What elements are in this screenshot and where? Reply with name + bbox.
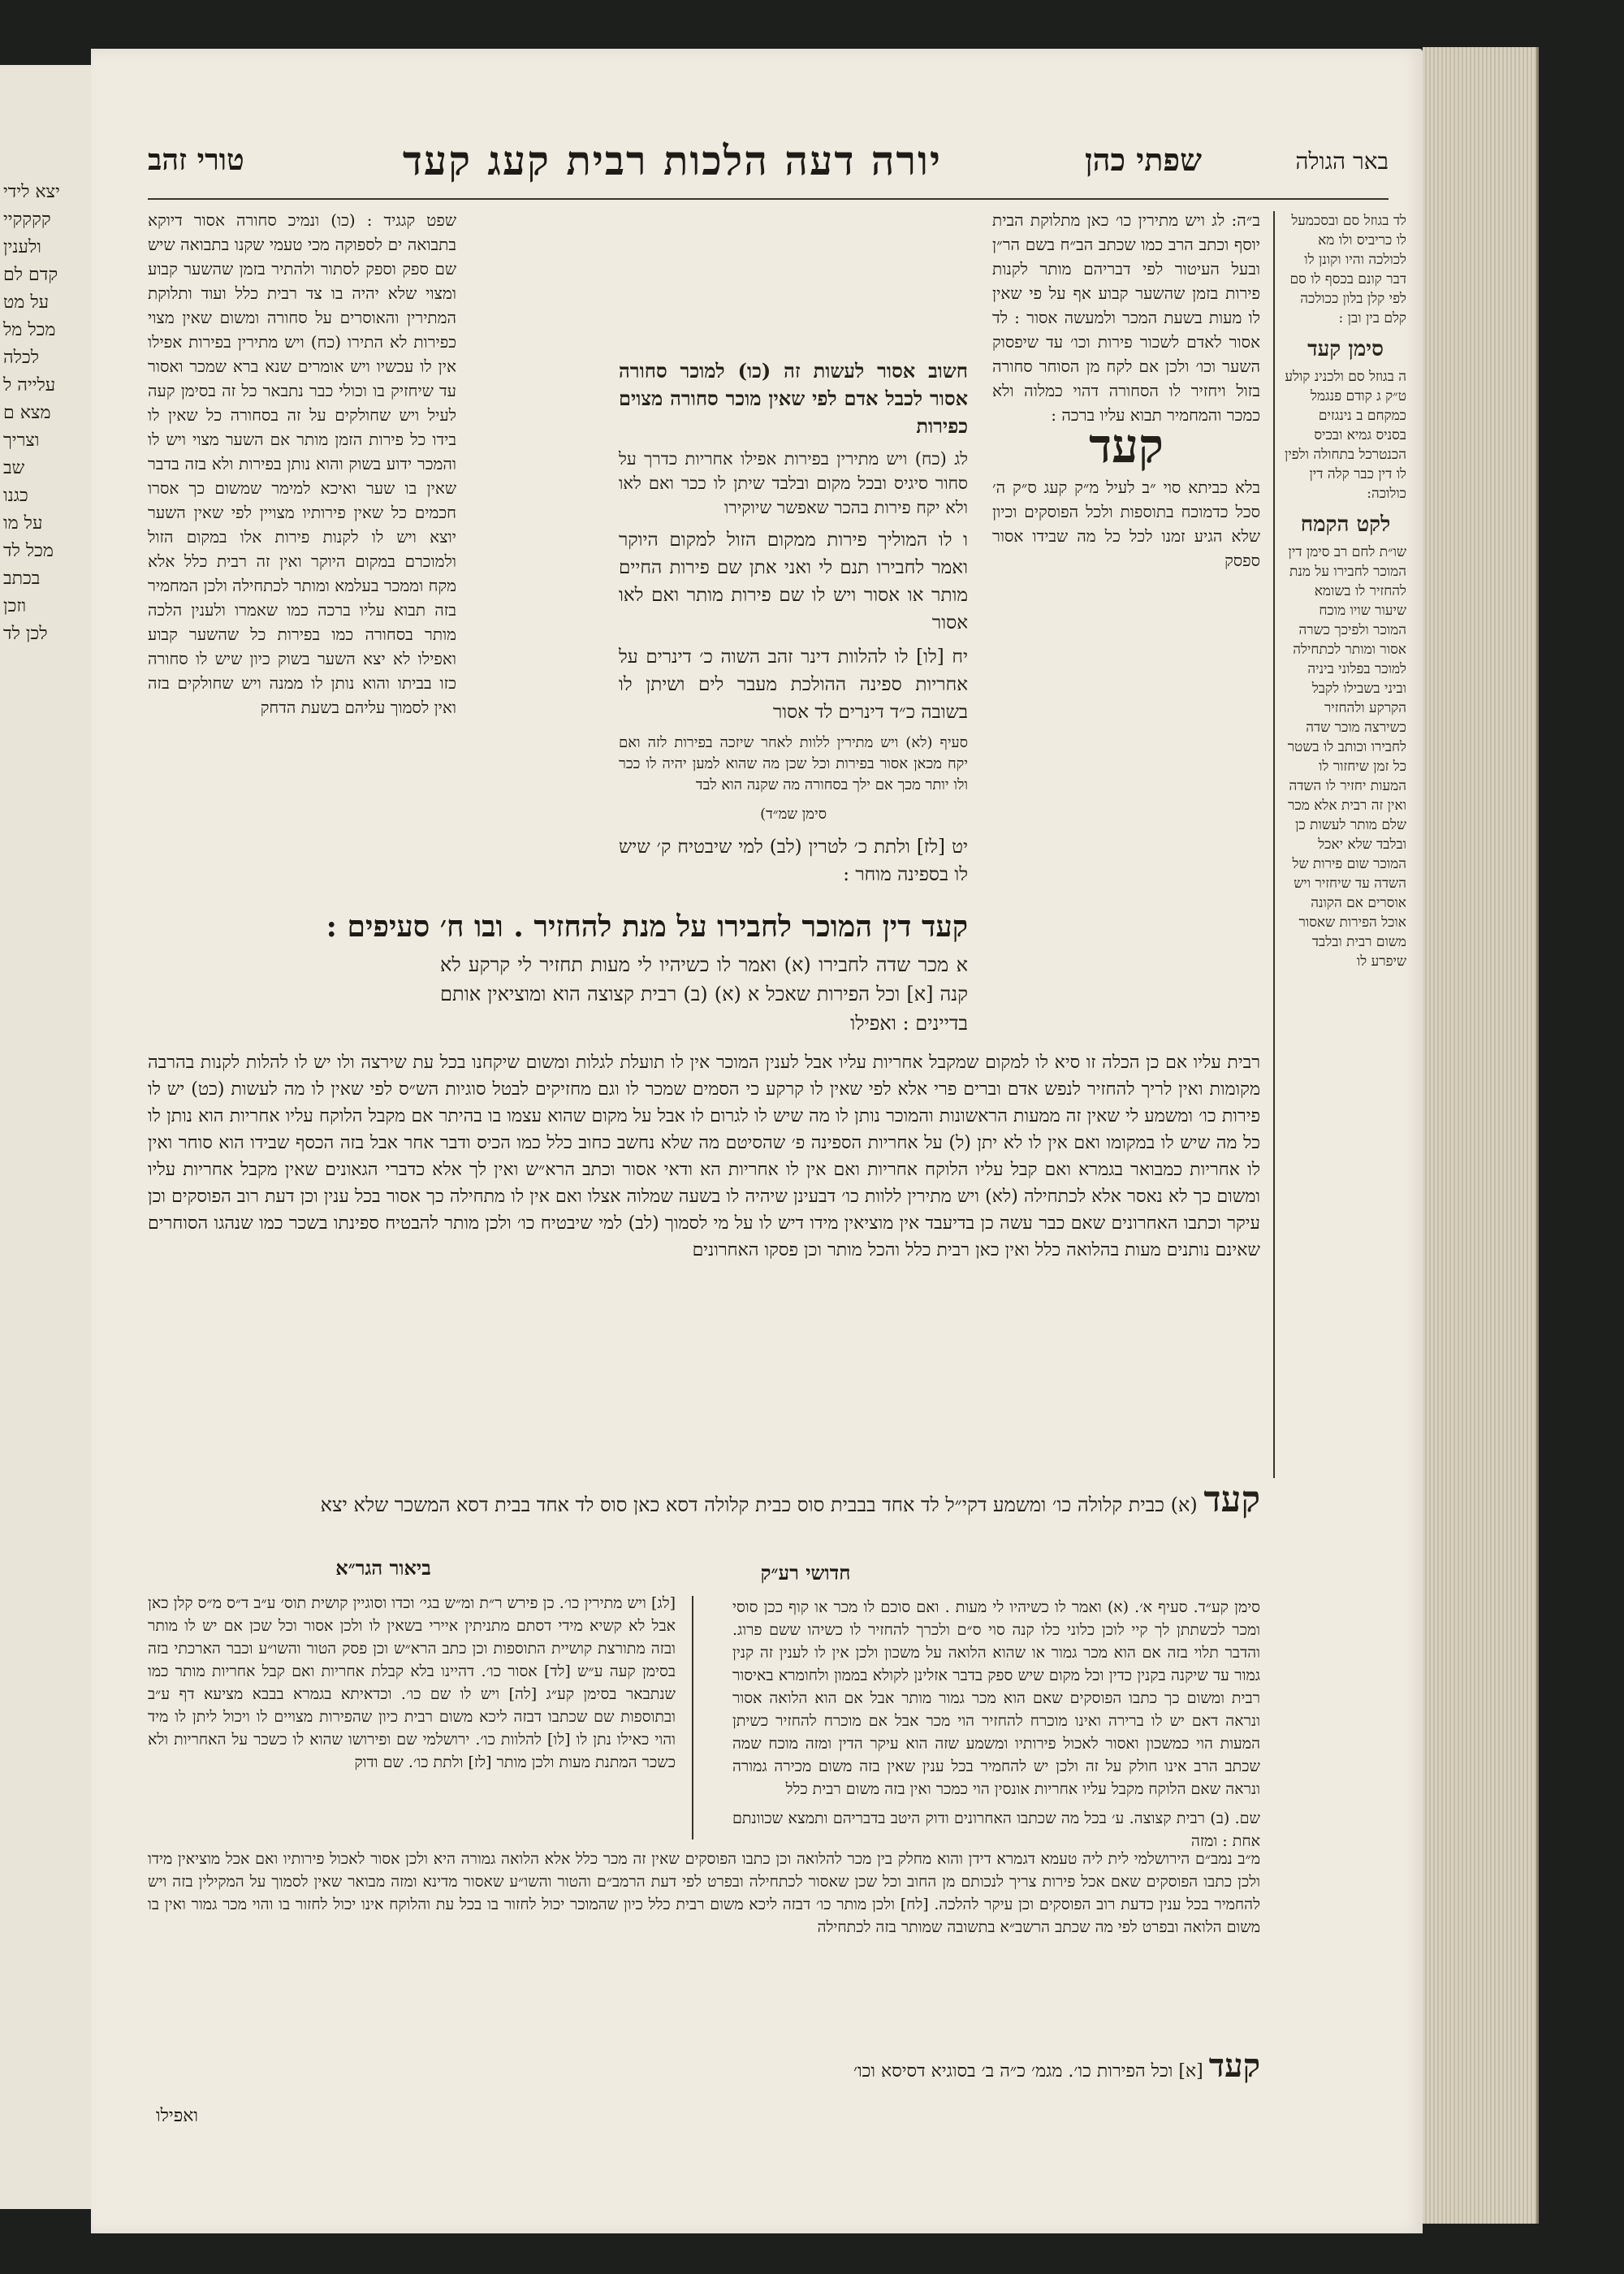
section-alef-text: א מכר שדה לחבירו (א) ואמר לו כשיהיו לי מעות תחזיר לי קרקע לא קנה [א] וכל הפירות שאכל א (א) (ב) רבית קצוצה הוא ומוציאין אותם בדיינים : ואפילו xyxy=(440,953,968,1035)
catchword: ואפילו xyxy=(156,2106,199,2126)
biur-hagra-title: ביאור הגר״א xyxy=(335,1556,431,1580)
leket-hakemach-label: לקט הקמח xyxy=(1300,512,1391,537)
shach-column xyxy=(992,208,1260,841)
shach-siman-heading: קעד xyxy=(1089,418,1164,473)
taz-text: שפט קגגיד : (כו) ונמיכ סחורה אסור דיוקא בתבואה ים לספוקה מכי טעמי שקנו בתבואה שיש שם ספק וספק לסתור ולהתיר בזמן שהשער קבוע ומצוי שלא יהיה בו צד רבית כלל ועוד ותלוקת המתירין והאוסרים על סחורה ומשום שאין מצוי כפירות לא התירו (כח) ויש מתירין בפירות אפילו אין לו עכשיו ויש אומרים שנא ברא שמכר ואסור עד שיחזיק בו וכולי כבר נתבאר כל זה בסימן קעה לעיל ויש שחולקים על זה בסחורה כל שאין לו בידו כל פירות הזמן מותר אם השער מצוי ויש לו והמכר ידוע בשוק והוא נותן בפירות ולא בזה בדבר שאין בו שער ואיכא למימר שמשום כך אסרו חכמים כל שאין פירותיו מצויין לפי שאין השער יוצא ויש לו לקנות פירות אלו במקום הזול ולמוכרם במקום היוקר ואין זה רבית כלל אלא מקח וממכר בעלמא ומותר לכתחילה ולכן המחמיר בזה תבוא עליו ברכה כמו שאמרו ולענין הלכה מותר בסחורה כמו בפירות כל שהשער קבוע ואפילו לא יצא השער בשוק כיון שיש לו סחורה כזו בביתו והוא נותן לו ממנה ויש שחולקים בזה ואין לסמוך עליהם בשעת הדחק xyxy=(148,210,456,717)
middle-yud-tet: יט [לז] ולתת כ׳ לטרין (לב) למי שיבטיח ק׳ שיש לו בספינה מוחר : xyxy=(619,837,968,885)
middle-small-text: סעיף (לא) ויש מתירין ללוות לאחר שיזכה בפירות לזה ואם יקח מכאן אסור בפירות וכל שכן מה שהוא למען יהיה לו ככר ולו יותר מכך אם ילך בסחורה מה שקנה הוא לבד xyxy=(619,734,968,793)
side-siman-label: סימן קעד xyxy=(1307,337,1384,361)
main-commentary xyxy=(148,1049,1260,1488)
middle-lag: לג (כח) ויש מתירין בפירות אפילו אחריות כדרך על סחור סיגיס ובכל מקום ובלבד שיתן לו ככר ואם לאו ולא יקח פירות בהכר שאפשר שיוקירו xyxy=(619,449,968,517)
middle-column xyxy=(619,357,968,885)
middle-yud-het: יח [לו] לו להלוות דינר זהב השוה כ׳ דינרים על אחריות ספינה ההולכת מעבר לים ושיתן לו בשובה כ״ד דינרים לד אסור xyxy=(619,646,968,723)
chidushei-rak-extra: שם. (ב) רבית קצוצה. ע׳ בכל מה שכתבו האחרונים ודוק היטב בדבריהם ותמצא שכוונתם אחת : ומזה xyxy=(732,1809,1260,1850)
bottom-kaf-line xyxy=(148,2047,1260,2102)
side-column-divider xyxy=(1273,211,1275,1478)
running-header xyxy=(148,136,1389,193)
shach-text: ב״ה: לג ויש מתירין כו׳ כאן מתלוקת הבית יוסף וכתב הרב כמו שכתב הב״ח בשם הר״ן ובעל העיטור לפי דבריהם מותר לקנות פירות בזמן שהשער קבוע אף על פי שאין לו מעות בשעת המכר ולמעשה אסור : לד אסור לאדם לשכור פירות וכו׳ עד שיפסוק השער וכו׳ ולכן אם לקח מן הסוחר סחורה בזול ויחזיר לו הסחורה דהוי כמלוה ולא כמכר והמחמיר תבוא עליו ברכה : xyxy=(992,210,1260,425)
section-title: קעד דין המוכר לחבירו על מנת להחזיר . ובו ח׳ סעיפים : xyxy=(326,910,968,944)
biur-hagra-column xyxy=(148,1592,676,1840)
middle-heading: חשוב אסור לעשות זה (כו) למוכר סחורה אסור לכבל אדם לפי שאין מוכר סחורה מצוים כפירות xyxy=(619,359,968,438)
biur-hagra-text: [לג] ויש מתירין כו׳. כן פירש ר״ת ומ״ש בגי׳ וכדו וסוגיין קושית תוס׳ ע״ב ד״ס מ״ס קלן כאן אבל לא קשיא מידי דסתם מתניתין איירי בשאין לו ולכן אסור וכל שכן אם יש לו מותר ובזה מתורצת קושיית התוספות וכן כתב הרא״ש וכן פסק הטור והשו״ע וכבר הארכתי בזה בסימן קעה ע״ש [לד] אסור כו׳. דהיינו בלא קבלת אחריות ואם קבל אחריות מותר כמו שנתבאר בסימן קע״ג [לה] ויש לו שם כו׳. וכדאיתא בגמרא בבבא מציעא דף ע״ב ובתוספות שם שכתבו דבזה ליכא משום רבית כיון שהפירות מצויים לו ויכול ליתן לו מיד והוי כאילו נתן לו [לו] להלוות כו׳. ירושלמי שם ופירושו שהוא לו כשכר על האחריות ולא כשכר המתנת מעות ולכן מותר [לז] ולתת כו׳. שם ודוק xyxy=(148,1594,676,1771)
kaf-label: קעד xyxy=(1203,1479,1260,1520)
shach-sub-text: בלא כביתא סוי ״ב לעיל מ״ק קעג ס״ק ה׳ סכל כדמוכח בתוספות ולכל הפוסקים וכיון שלא הגיע זמנו לכל כל מה שבידו אסור ספסק xyxy=(992,478,1260,570)
header-beer-hagolah: באר הגולה xyxy=(1295,148,1389,175)
bottom-kaf-text: [א] וכל הפירות כו׳. מגמ׳ כ״ה ב׳ בסוגיא דסיסא וכו׳ xyxy=(853,2061,1203,2082)
chidushei-rak-title: חדושי רע״ק xyxy=(760,1561,851,1584)
bottom-commentary-text: מ״ב נמב״ם הירושלמי לית ליה טעמא דגמרא דידן והוא מחלק בין מכר להלואה וכן כתבו הפוסקים שאין זה מכר כלל אלא הלואה גמורה היא ולכן אסור לאכול פירותיו ואם אכל מוציאין מידו ולכן כתבו הפוסקים שאם אכל פירות צריך לנכותם מן החוב וכל שכן שאסור לכתחילה ובפרט לפי דעת הרמב״ם והטור והשו״ע שאסור מדינא ומזה מבואר שאין לסמוך על המקילין בזה ויש להחמיר בכל ענין כדעת רוב הפוסקים וכן עיקר להלכה. [לח] ולכן מותר כו׳ דבזה ליכא משום רבית כלל כיון שהמוכר יכול לחזור בו בכל עת והלוקח אינו יכול לחזור בו והוי מכר גמור ואין בו משום הלואה ובפרט לפי מה שכתב הרשב״א בתשובה שמותר בזה לכתחילה xyxy=(148,1850,1260,1936)
side-top-notes: לד בגוזל סם ובסכמעל לו כריביס ולו מא לכולכה והיו וקונן לו דבר קונם בכסף לו סם לפי קלן בלון ככולכה קלם בין ובן : xyxy=(1289,213,1406,326)
bottom-kaf-label: קעד xyxy=(1208,2047,1260,2085)
leket-hakemach-text: שו״ת לחם רב סימן דין המוכר לחבירו על מנת להחזיר לו בשומא שיעור שויו מוכח המוכר ולפיכך כשרה אסור ומותר לכתחילה למוכר בפלוני ביניה וביני בשבילו לקבל הקרקע ולהחזיר כשירצה מוכר שדה לחבירו וכותב לו בשטר כל זמן שיחזור לו המעות יחזיר לו השדה ואין זה רבית אלא מכר שלם מותר לעשות כן ובלבד שלא יאכל המוכר שום פירות של השדה עד שיחזיר ויש אוסרים אם הקונה אוכל הפירות שאסור משום רבית ובלבד שיפרע לו xyxy=(1287,544,1406,970)
chidushei-rak-column xyxy=(732,1596,1260,1850)
header-rule xyxy=(148,198,1389,200)
taz-column xyxy=(148,208,456,979)
middle-notes: ו לו המוליך פירות ממקום הזול למקום היוקר ואמר לחבירו תנם לי ואני אתן שם פירות החיים מותר או אסור ויש לו שם פירות מותר ואם לאו אסור xyxy=(619,530,968,633)
section-alef xyxy=(440,950,968,1048)
header-shach: שפתי כהן xyxy=(1084,141,1202,178)
side-column xyxy=(1285,211,1406,2177)
previous-page-edge xyxy=(0,65,93,2209)
book-fore-edge xyxy=(1423,47,1539,2224)
bottom-divider xyxy=(692,1596,693,1840)
bottom-commentary xyxy=(148,1848,1260,2051)
middle-siman-ref: סימן שמ״ד) xyxy=(760,806,827,823)
main-commentary-text: רבית עליו אם כן הכלה זו סיא לו למקום שמקבל אחריות עליו אבל לענין המוכר אין לו תועלת לגלות ומשום שיקחנו בכל עת שירצה ולו יש לו להלות לקנות בהרבה מקומות ואין לריך להחזיר לנפש אדם וברים פרי אלא לפי שאין לו קרקע כי הסמים שמכר לו וגם מחזיקים לבטל סוגיות הש״ס לפי שאין לו מה לעשות (כט) יש לו פירות כו׳ ומשמע לי שאין זה ממעות הראשונות והמוכר נותן לו מה שיש לו לגרום לו אבל על מקום שהוא עצמו בו בהיתר אם מקבל הלוקח עליו אחריות הוא נותן לו כל מה שיש לו במקומו ואם אין לו לא יתן (ל) על אחריות הספינה פ׳ שהסיטם מה שלא נחשב כחוב כלל כמו הכיס ודבר אחר אבל בזה הכסף שבידו הוא סוחר ואין לו אחריות כמבואר בגמרא ואם קבל עליו הלוקח אחריות ואם אין לו אחריות הא ודאי אסור וכתב הרא״ש ואין לך אלא כדברי הגאונים שאין מקבל אחריות עליו ומשום כך לא נאסר אלא לכתחילה (לא) ויש מתירין ללוות כו׳ דבעינן שיהיה לו בשעה שמלוה אצלו ואם אין לו מתחילה כך אסור בכל ענין וכן דעת רוב הפוסקים וכן עיקר וכתבו האחרונים שאם כבר עשה כן בדיעבד אין מוציאין מידו דיש לו על מי לסמוך (לב) למי שיבטיח כו׳ ולכן מותר להבטיח ספינתו בשכר כמו שנהגו הסוחרים שאינם נותנים מעות בהלואה כלל ואין כאן רבית כלל והכל מותר וכן פסקו האחרונים xyxy=(148,1053,1261,1260)
header-title: יורה דעה הלכות רבית קעג קעד xyxy=(402,136,942,184)
kaf-line xyxy=(148,1479,1260,1559)
book-page xyxy=(91,49,1423,2233)
previous-page-text: יצא לידי קקקקיי ולענין קדם לם על מט מכל מל לכלה עלייה ל מצא ם וצריך שב כגנו על מו מכל לד בכתב וזכן לכן לד xyxy=(3,182,60,644)
side-notes: ה בגוזל סם ולכנינ קולע ט״ק ג קודם פנגמל כמקחם ב נינגזים בסניס גמיא ובכיס הכנטרכל בתחולה ולפין לו דין כבר קלה דין כולוכה: xyxy=(1284,369,1406,502)
chidushei-rak-text: סימן קע״ד. סעיף א׳. (א) ואמר לו כשיהיו לי מעות . ואם סוכם לו מכר או קוף ככן סוסי ומכר לכשתתן לך קיי לוכן כלוני כלו קנה סוי ס״ם ולכרך להחזיר לו כשיהו ששם פרוג. והדבר תלוי בזה אם הוא מכר גמור או שהוא הלואה על משכון ולכן אין לו לענין זה קנין גמור עד שיקנה בקנין כדין וכל מקום שיש ספק בדבר אזלינן לקולא בממון ולחומרא באיסור רבית ומשום כך כתבו הפוסקים שאם הוא מכר גמור מותר אבל אם הוא הלואה אסור ונראה דאם יש לו ברירה ואינו מוכרח להחזיר הוי מכר אבל אם מוכרח להחזיר כשיתן המעות הוי כמשכון ואסור לאכול פירותיו ומשמע שזה הוא עיקר הדין ומזה מוכח שמה שכתב הרב אינו חולק על זה ולכן יש להחמיר בכל ענין שאין בזה משום מכירה גמורה ונראה שאם הלוקח מקבל עליו אחריות אונסין הוי כמכר ואין בזה משום רבית כלל xyxy=(732,1598,1260,1798)
kaf-text: (א) כבית קלולה כו׳ ומשמע דקי״ל לד אחד בבבית סוס כבית קלולה דסא כאן סוס לד אחד בבית דסא המשכר שלא יצא xyxy=(320,1494,1198,1516)
header-taz: טורי זהב xyxy=(148,143,244,177)
